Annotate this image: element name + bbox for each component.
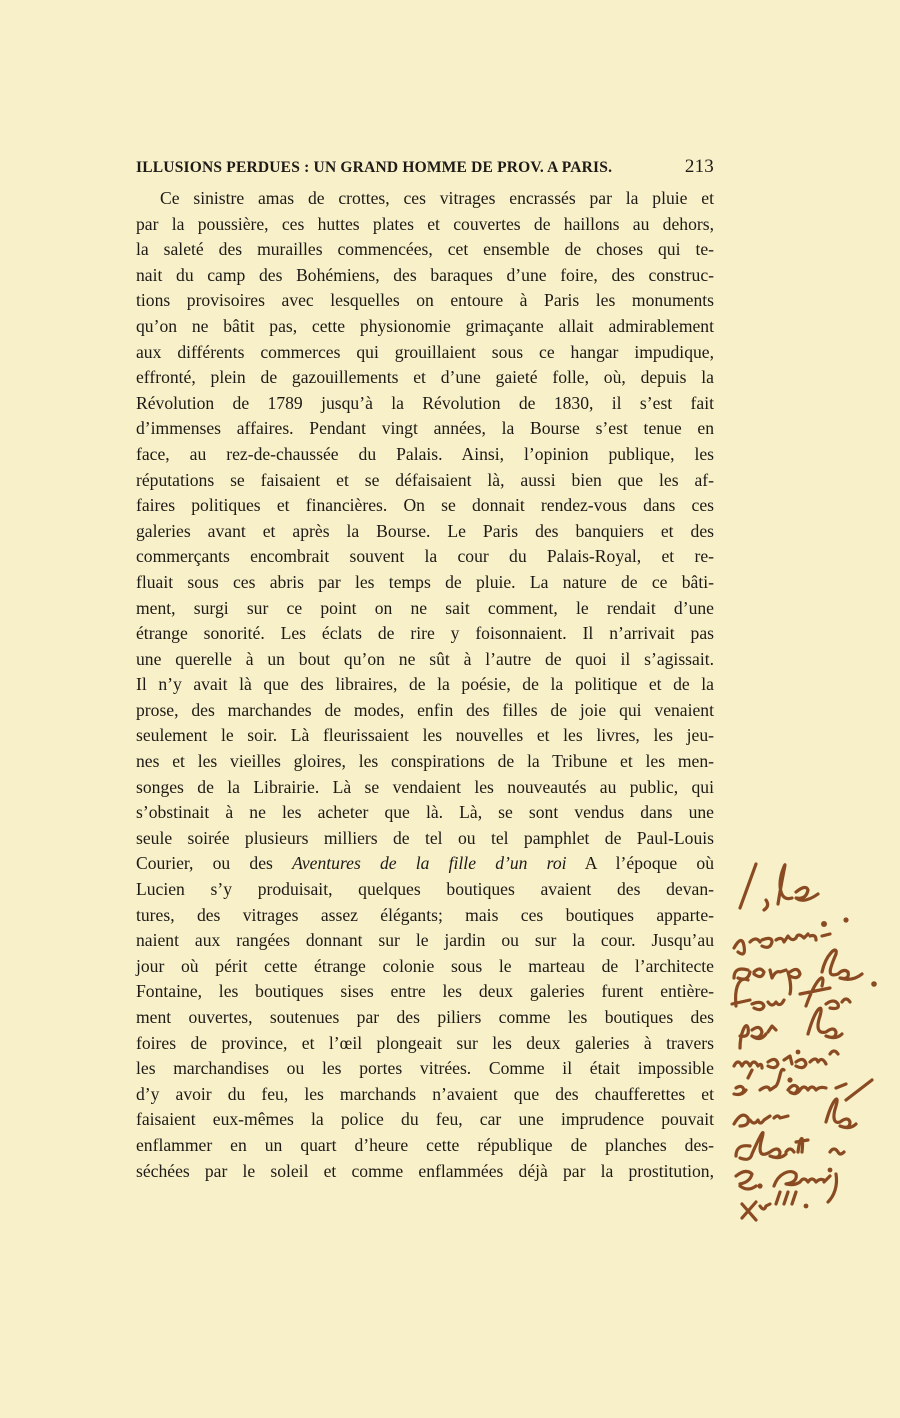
text-line: Il n’y avait là que des libraires, de la poésie, de la politique et de la [136,674,714,695]
text-line: tions provisoires avec lesquelles on entoure à Paris les monuments [136,290,714,311]
body-text [136,186,714,1184]
text-line: tures, des vitrages assez élégants; mais ces boutiques apparte- [136,904,714,925]
text-line: Ce sinistre amas de crottes, ces vitrages encrassés par la pluie et [160,188,714,208]
text-line: face, au rez-de-chaussée du Palais. Ainsi, l’opinion publique, les [136,443,714,464]
text-line: effronté, plein de gazouillements et d’une gaieté folle, où, depuis la [136,367,714,388]
text-line: seulement le soir. Là fleurissaient les nouvelles et les livres, les jeu- [136,725,714,746]
text-line: songes de la Librairie. Là se vendaient les nouveautés au public, qui [136,776,714,797]
text-line: prose, des marchandes de modes, enfin des filles de joie qui venaient [136,699,714,720]
text-line: nes et les vieilles gloires, les conspirations de la Tribune et les men- [136,751,714,772]
text-line: réputations se faisaient et se défaisaient là, aussi bien que les af- [136,469,714,490]
text-line: nait du camp des Bohémiens, des baraques d’une foire, des construc- [136,264,714,285]
text-line: Révolution de 1789 jusqu’à la Révolution de 1830, il s’est fait [136,392,714,413]
text-line: ment ouvertes, soutenues par des piliers comme les boutiques des [136,1007,714,1027]
text-line: la saleté des murailles commencées, cet ensemble de choses qui te- [136,239,714,260]
running-title: ILLUSIONS PERDUES : UN GRAND HOMME DE PROV. A PARIS. [136,159,613,176]
text-line-courier [136,851,714,877]
text-line: aux différents commerces qui grouillaient sous ce hangar impudique, [136,341,714,362]
text-line: galeries avant et après la Bourse. Le Paris des banquiers et des [136,520,714,541]
text-line: foires de province, et l’œil plongeait sur les deux galeries à travers [136,1032,714,1053]
text-line: les marchandises ou les portes vitrées. Comme il était impossible [136,1058,714,1079]
text-line: étrange sonorité. Les éclats de rire y foisonnaient. Il n’arrivait pas [136,623,714,644]
text-line: d’y avoir du feu, les marchands n’avaient que des chaufferettes et [136,1083,714,1104]
text-line: fluait sous ces abris par les temps de pluie. La nature de ce bâti- [136,571,714,592]
text-line: enflammer en un quart d’heure cette république de planches des- [136,1134,714,1155]
text-line: commerçants encombrait souvent la cour du Palais-Royal, et re- [136,546,714,567]
text-line: faisaient eux-mêmes la police du feu, car une imprudence pouvait [136,1109,714,1130]
text-line: faires politiques et financières. On se donnait rendez-vous dans ces [136,495,714,516]
text-line: par la poussière, ces huttes plates et couvertes de haillons au dehors, [136,213,714,234]
text-line: ment, surgi sur ce point on ne sait comment, le rendait d’une [136,597,714,618]
handwritten-annotation [726,856,896,1226]
handwriting-strokes [726,856,896,1226]
text-line: Fontaine, les boutiques sises entre les deux galeries furent entière- [136,981,714,1002]
text-line: qu’on ne bâtit pas, cette physionomie grimaçante allait admirablement [136,315,714,336]
courier-before: Courier, ou des [136,853,293,874]
text-line: s’obstinait à ne les acheter que là. Là, se sont vendus dans une [136,802,714,823]
text-line: d’immenses affaires. Pendant vingt années, la Bourse s’est tenue en [136,418,714,439]
page-number: 213 [684,156,714,177]
text-line: séchées par le soleil et comme enflammées déjà par la prostitution, [136,1160,714,1181]
running-head [136,156,714,178]
text-line: seule soirée plusieurs milliers de tel ou tel pamphlet de Paul-Louis [136,827,714,848]
text-line: jour où périt cette étrange colonie sous le marteau de l’architecte [136,955,714,976]
courier-after: A l’époque où [566,853,715,874]
text-line: Lucien s’y produisait, quelques boutiques avaient des devan- [136,879,714,900]
text-line: une querelle à un bout qu’on ne sût à l’autre de quoi il s’agissait. [136,648,714,669]
text-line: naient aux rangées donnant sur le jardin ou sur la cour. Jusqu’au [136,930,714,951]
pamphlet-title: Aventures de la fille d’un roi [292,853,567,874]
